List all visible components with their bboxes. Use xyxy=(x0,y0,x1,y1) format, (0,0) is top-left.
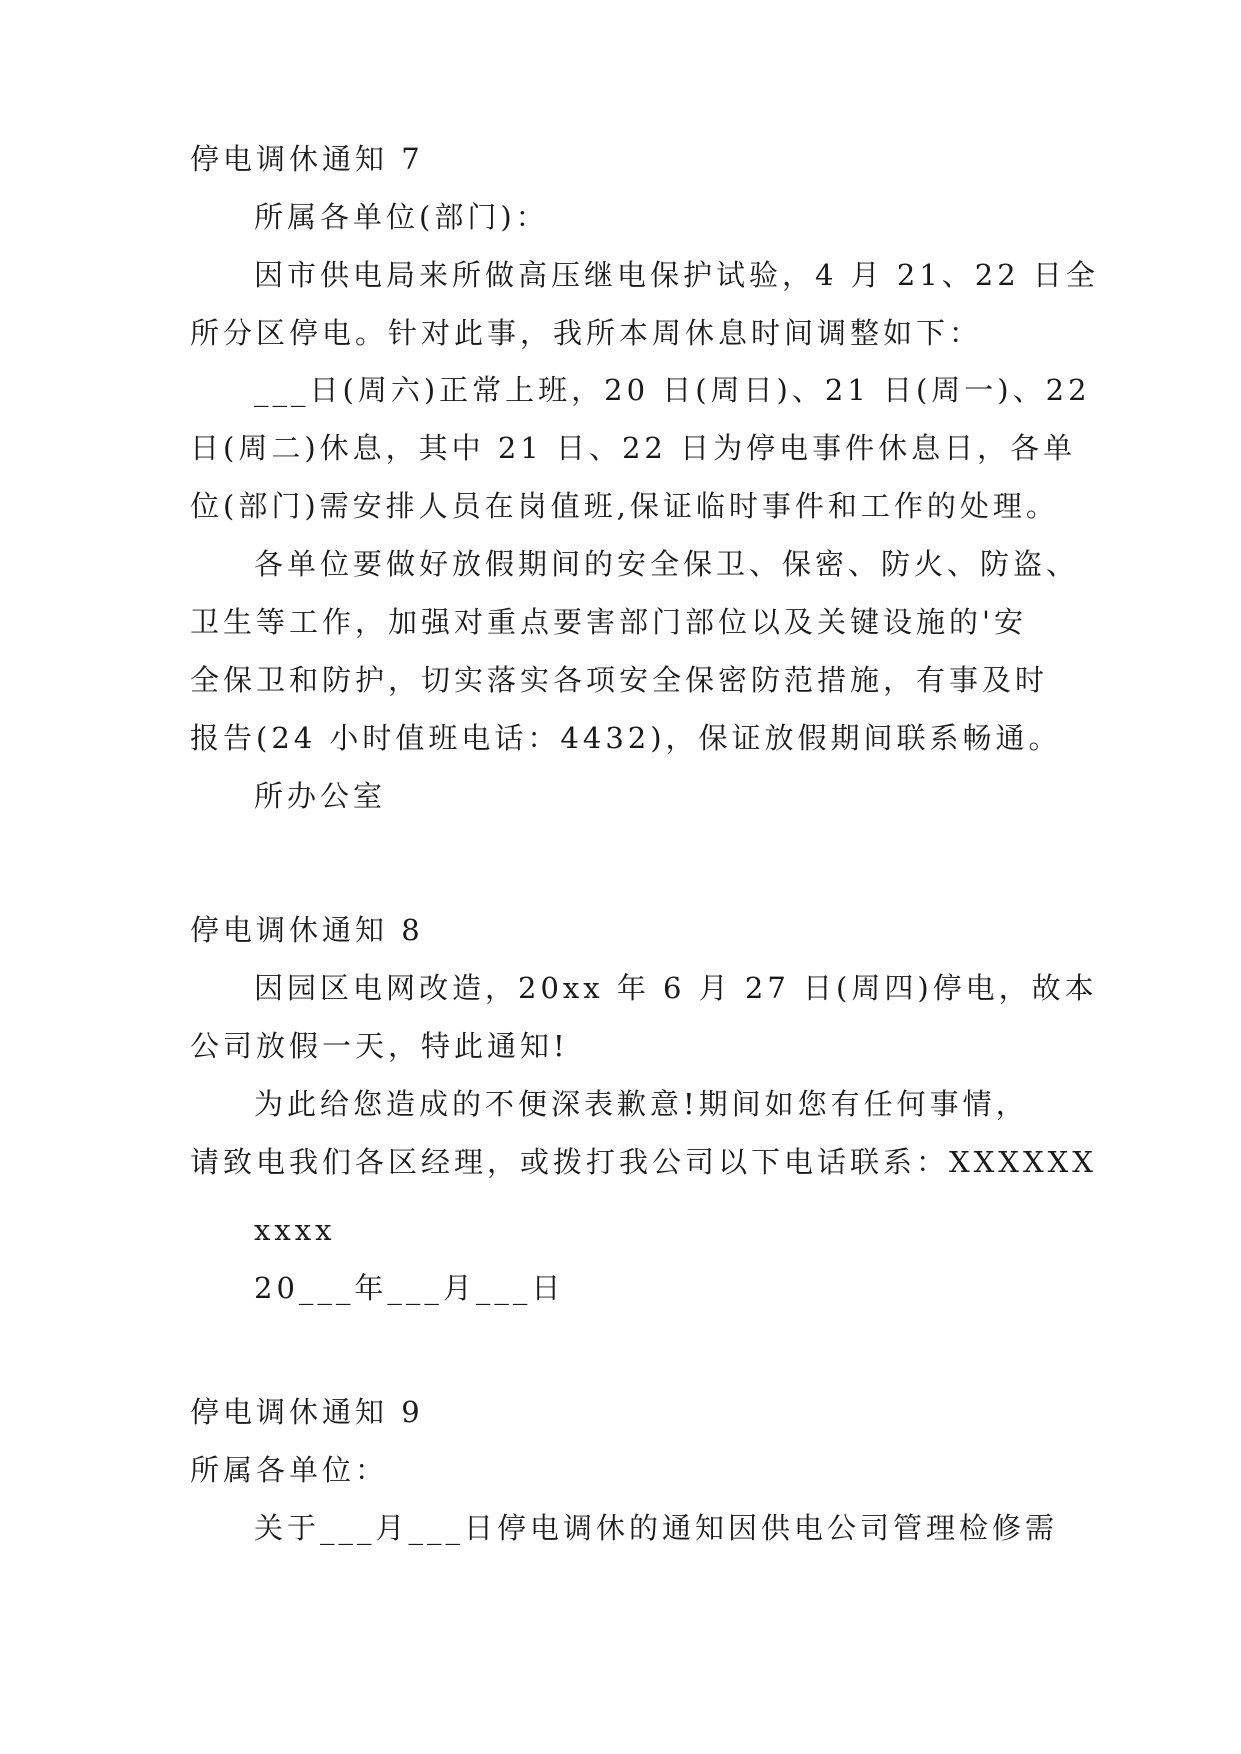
notice-9-salutation: 所属各单位： xyxy=(190,1453,389,1487)
notice-7-p3-line-1: 各单位要做好放假期间的安全保卫、保密、防火、防盗、 xyxy=(254,547,1080,581)
notice-7-p2-line-1: ___日(周六)正常上班，20 日(周日)、21 日(周一)、22 xyxy=(254,373,1091,407)
notice-7-title: 停电调休通知 7 xyxy=(190,142,424,176)
notice-8-p2-line-1: 为此给您造成的不便深表歉意!期间如您有任何事情， xyxy=(254,1087,1029,1121)
notice-7-p2-line-3: 位(部门)需安排人员在岗值班,保证临时事件和工作的处理。 xyxy=(190,489,1059,523)
notice-7-signature: 所办公室 xyxy=(254,779,387,813)
notice-7-p3-line-4: 报告(24 小时值班电话：4432)，保证放假期间联系畅通。 xyxy=(190,721,1062,755)
notice-8-phone-tail: xxxx xyxy=(254,1213,336,1247)
notice-8-p1-line-2: 公司放假一天，特此通知! xyxy=(190,1029,569,1063)
notice-7-salutation: 所属各单位(部门)： xyxy=(254,200,549,234)
notice-7-p2-line-2: 日(周二)休息，其中 21 日、22 日为停电事件休息日，各单 xyxy=(190,431,1077,465)
notice-8-p2-line-2: 请致电我们各区经理，或拨打我公司以下电话联系：XXXXXX xyxy=(190,1145,1097,1179)
notice-7-p3-line-2: 卫生等工作，加强对重点要害部门部位以及关键设施的'安 xyxy=(190,605,1027,639)
notice-7-p1-line-2: 所分区停电。针对此事，我所本周休息时间调整如下： xyxy=(190,316,983,350)
notice-8-title: 停电调休通知 8 xyxy=(190,913,424,947)
notice-7-p1-line-1: 因市供电局来所做高压继电保护试验，4 月 21、22 日全 xyxy=(254,258,1099,292)
notice-7-p3-line-3: 全保卫和防护，切实落实各项安全保密防范措施，有事及时 xyxy=(190,663,1049,697)
notice-9-title: 停电调休通知 9 xyxy=(190,1395,424,1429)
notice-9-p1-line-1: 关于___月___日停电调休的通知因供电公司管理检修需 xyxy=(254,1511,1059,1545)
notice-8-p1-line-1: 因园区电网改造，20xx 年 6 月 27 日(周四)停电，故本 xyxy=(254,971,1098,1005)
notice-8-date: 20___年___月___日 xyxy=(254,1271,565,1305)
